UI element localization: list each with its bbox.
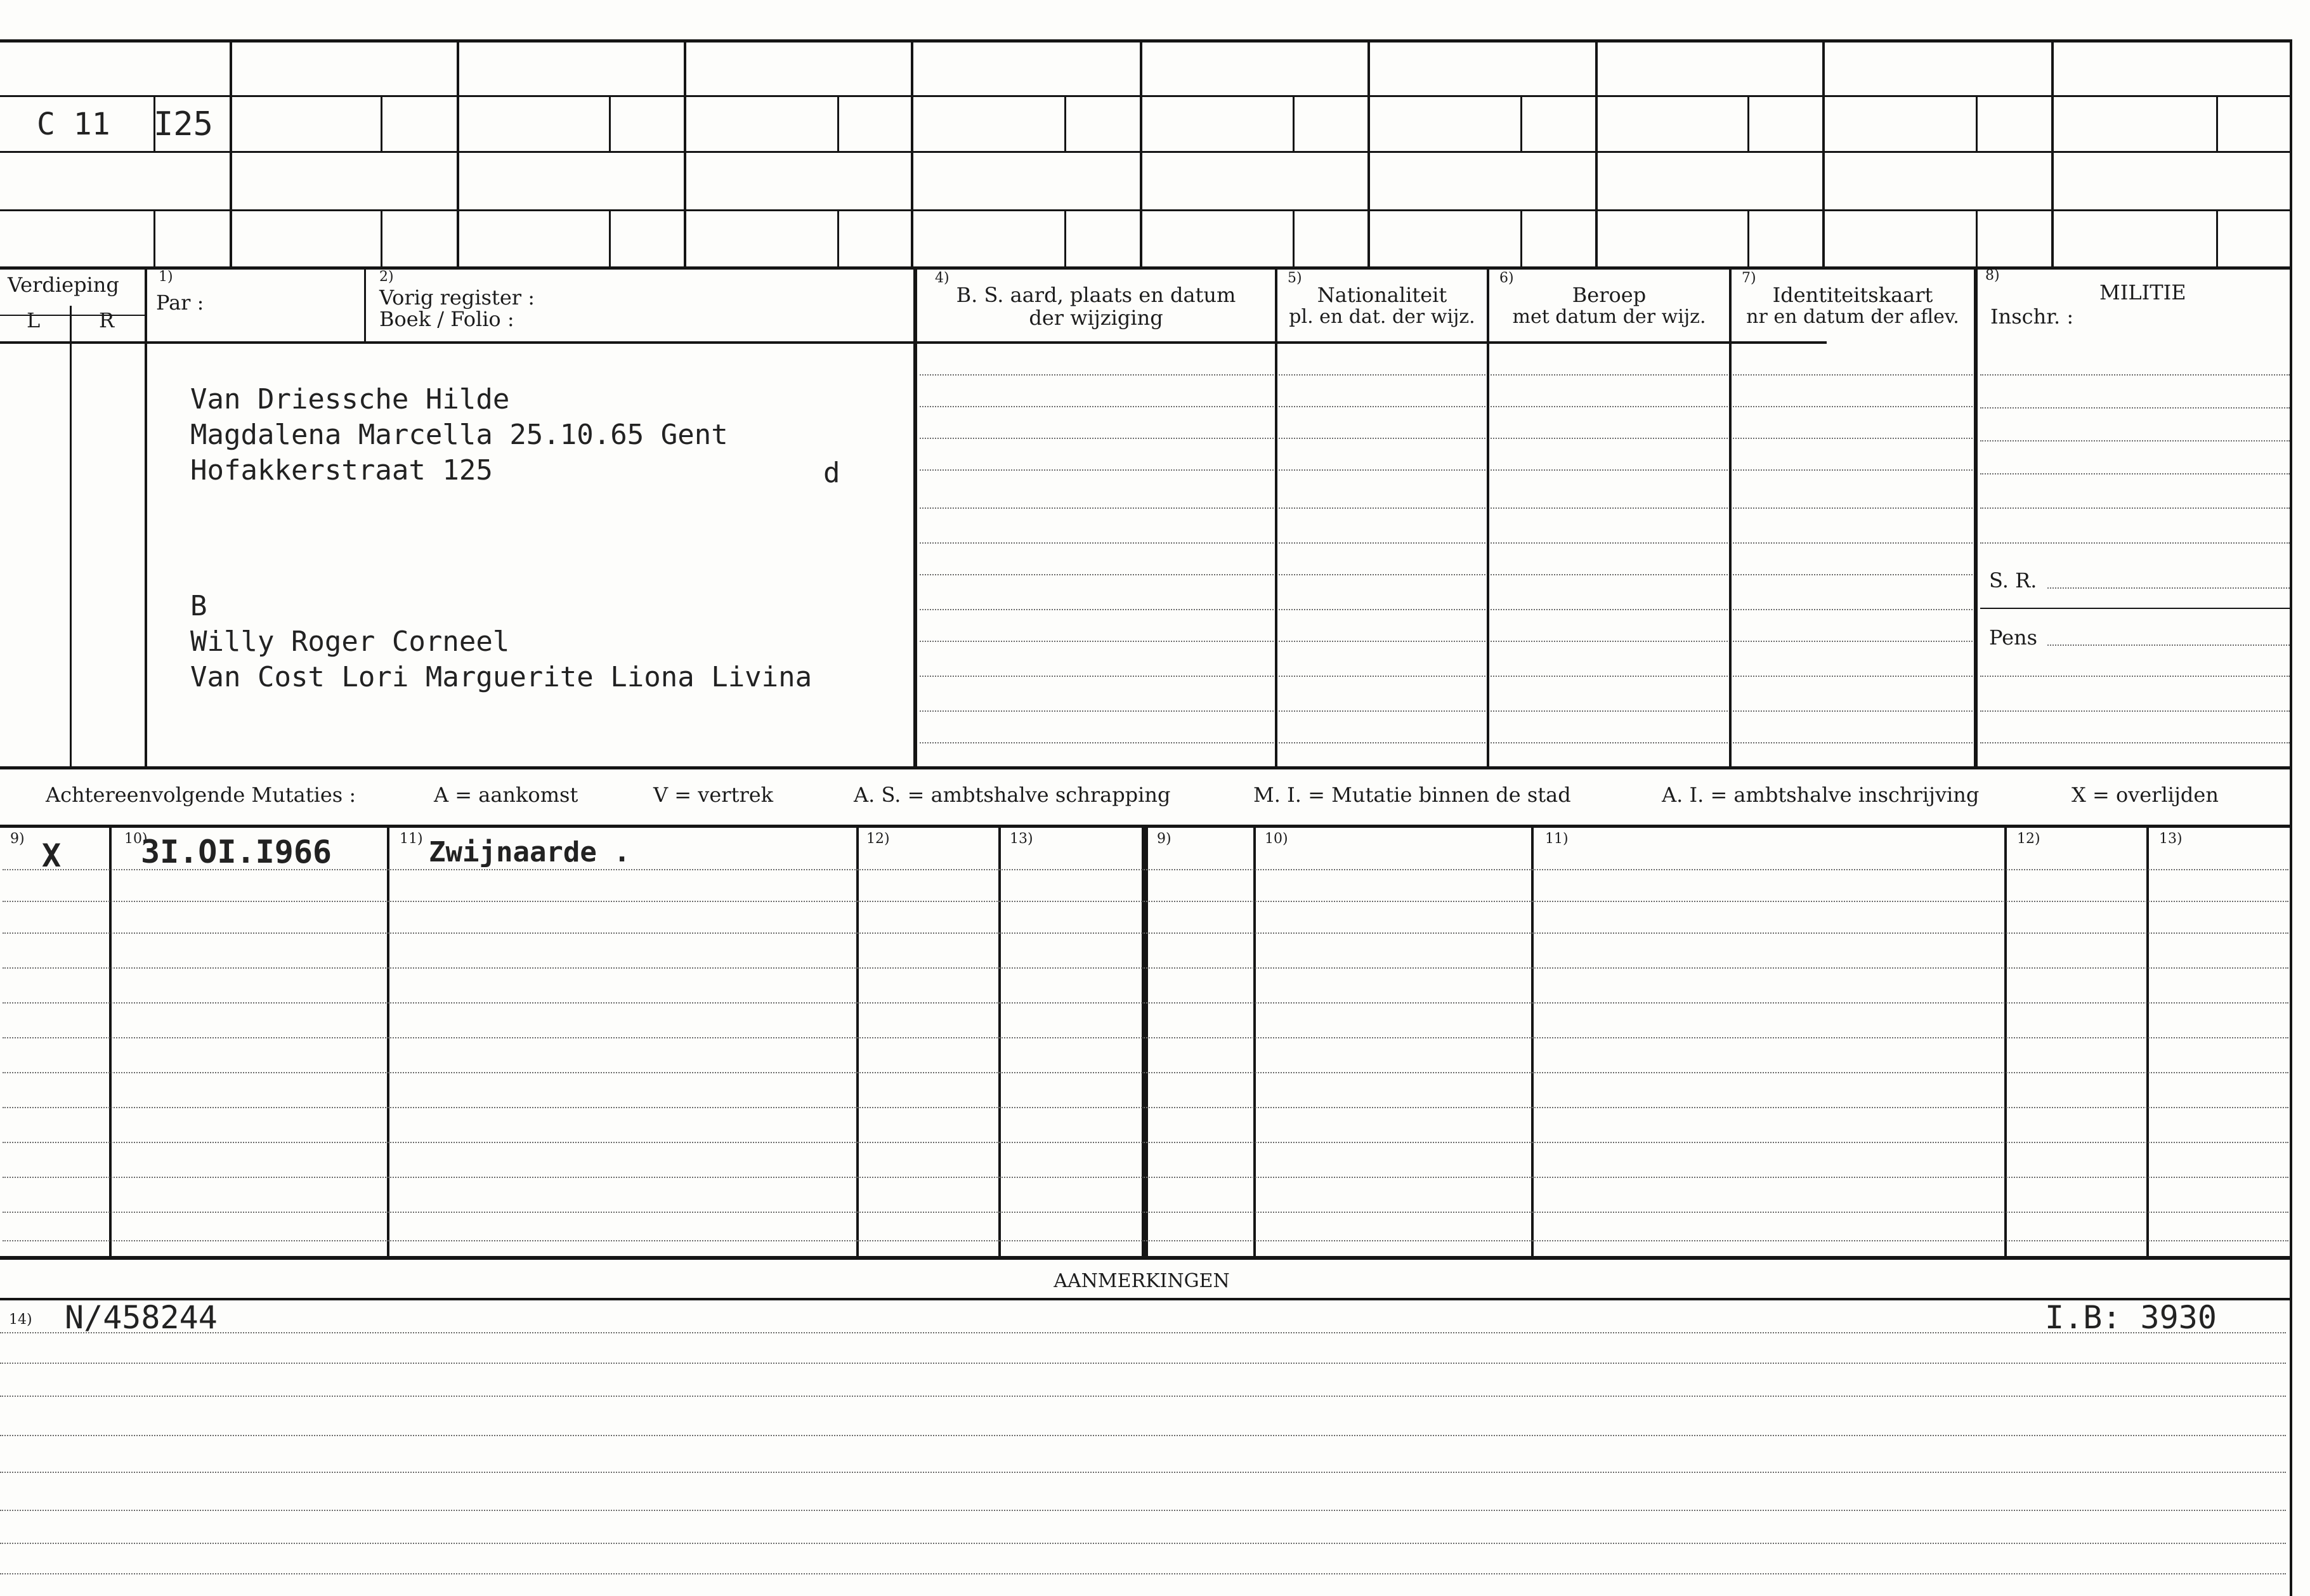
person-name: Van Driessche Hilde [190,383,510,415]
mutation-place: Zwijnaarde . [429,836,630,868]
bs-number: 4) [935,270,949,286]
mutation-code: X [42,837,62,874]
mutation-col-label: 10) [124,831,148,847]
inschr-label: Inschr. : [1990,304,2074,329]
header-code-1: C 11 [37,107,110,142]
verdieping-r-label: R [99,308,115,332]
beroep-header-line2: met datum der wijz. [1512,306,1706,328]
remarks-reference: N/458244 [65,1299,218,1336]
mutation-col-label: 9) [1157,831,1171,847]
spouse-mark: B [190,590,207,622]
mother-name: Van Cost Lori Marguerite Liona Livina [190,661,812,693]
verdieping-label: Verdieping [8,273,119,297]
mutation-col-label: 12) [2017,831,2040,847]
nat-header-line2: pl. en dat. der wijz. [1289,306,1475,328]
mutation-col-label: 11) [400,831,423,847]
verdieping-l-label: L [27,308,41,332]
legend-overlijden: X = overlijden [2072,783,2219,807]
vorig-register-label: Vorig register : [379,285,535,310]
mutation-col-label: 9) [10,831,25,847]
beroep-header-line1: Beroep [1572,283,1647,307]
sr-label: S. R. [1989,568,2037,592]
bs-header-line1: B. S. aard, plaats en datum [956,283,1236,307]
legend-ambtshalve-schrapping: A. S. = ambtshalve schrapping [854,783,1171,807]
par-label: Par : [156,291,204,315]
vorig-number: 2) [379,269,394,285]
mutation-date: 3I.OI.I966 [141,834,332,870]
militie-number: 8) [1985,268,2000,284]
nat-number: 5) [1288,270,1302,286]
remarks-number: 14) [9,1312,32,1328]
id-header-line1: Identiteitskaart [1772,283,1933,307]
legend-aankomst: A = aankomst [434,783,578,807]
pens-label: Pens [1989,625,2038,650]
mutation-col-label: 11) [1545,831,1569,847]
remarks-title: AANMERKINGEN [1054,1270,1230,1292]
marital-mark: d [823,457,840,489]
mutation-col-label: 13) [2159,831,2183,847]
mutation-col-label: 12) [866,831,890,847]
person-address: Hofakkerstraat 125 [190,454,493,487]
beroep-number: 6) [1499,270,1514,286]
remarks-ib: I.B: 3930 [2045,1299,2217,1336]
mutation-col-label: 13) [1010,831,1033,847]
legend-mutatie-binnen-stad: M. I. = Mutatie binnen de stad [1253,783,1571,807]
par-number: 1) [159,269,173,285]
legend-vertrek: V = vertrek [653,783,774,807]
id-header-line2: nr en datum der aflev. [1746,306,1959,328]
nat-header-line1: Nationaliteit [1317,283,1447,307]
militie-label: MILITIE [2099,280,2186,304]
boek-folio-label: Boek / Folio : [379,307,514,331]
mutation-col-label: 10) [1265,831,1288,847]
person-given-names-birth: Magdalena Marcella 25.10.65 Gent [190,419,728,451]
mutaties-title: Achtereenvolgende Mutaties : [46,783,356,807]
legend-ambtshalve-inschrijving: A. I. = ambtshalve inschrijving [1662,783,1980,807]
bs-header-line2: der wijziging [1029,306,1163,330]
father-name: Willy Roger Corneel [190,625,510,658]
id-number: 7) [1742,270,1756,286]
header-code-2: I25 [153,105,213,143]
